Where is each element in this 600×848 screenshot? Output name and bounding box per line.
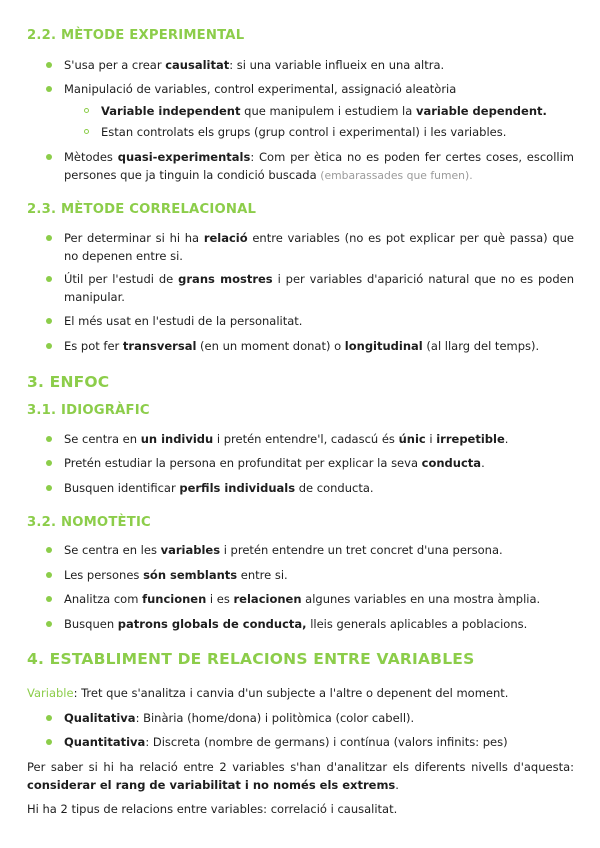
section-4-list — [27, 733, 600, 751]
variable-definition: Variable: Tret que s'analitza i canvia d'un subjecte a l'altre o depenent del moment. — [27, 686, 509, 700]
section-3-2-list — [27, 541, 600, 559]
list-item: Per determinar si hi ha relació entre variables (no es pot explicar per què passa) que no depenen entre si. — [27, 229, 600, 265]
section-3-1-list — [27, 430, 600, 448]
section-3-1-list — [27, 479, 600, 497]
section-3-1-list — [27, 454, 600, 472]
section-3-2-list — [27, 566, 600, 584]
section-3-2-title: 3.2. NOMOTÈTIC — [27, 515, 151, 530]
section-3-1-title: 3.1. IDIOGRÀFIC — [27, 403, 150, 418]
list-item: Busquen patrons globals de conducta, lleis generals aplicables a poblacions. — [27, 615, 600, 633]
sub-list-item: Variable independent que manipulem i estudiem la variable dependent. — [27, 102, 600, 120]
section-2-2-list — [27, 148, 600, 185]
list-item: Se centra en les variables i pretén entendre un tret concret d'una persona. — [27, 541, 600, 559]
sub-list-item: Estan controlats els grups (grup control i experimental) i les variables. — [27, 123, 600, 141]
section-2-2-title: 2.2. MÈTODE EXPERIMENTAL — [27, 28, 245, 43]
list-item: Busquen identificar perfils individuals de conducta. — [27, 479, 600, 497]
section-2-3-title: 2.3. MÈTODE CORRELACIONAL — [27, 202, 257, 217]
section-2-2-list — [27, 56, 600, 74]
section-2-2-list — [27, 80, 600, 98]
section-3-2-list — [27, 590, 600, 608]
section-3-title: 3. ENFOC — [27, 373, 110, 391]
list-item: Qualitativa: Binària (home/dona) i politòmica (color cabell). — [27, 709, 600, 727]
list-item: Se centra en un individu i pretén entendre'l, cadascú és únic i irrepetible. — [27, 430, 600, 448]
section-4-title: 4. ESTABLIMENT DE RELACIONS ENTRE VARIABLES — [27, 650, 475, 668]
paragraph: Per saber si hi ha relació entre 2 variables s'han d'analitzar els diferents nivells d'aquesta: considerar el rang de variabilitat i no només els extrems. — [27, 760, 574, 792]
section-4-list — [27, 709, 600, 727]
section-2-3-list — [27, 229, 600, 265]
section-3-2-list — [27, 615, 600, 633]
paragraph: Hi ha 2 tipus de relacions entre variables: correlació i causalitat. — [27, 802, 398, 816]
section-2-2-sublist — [27, 102, 600, 120]
list-item: Útil per l'estudi de grans mostres i per variables d'aparició natural que no es poden manipular. — [27, 270, 600, 306]
list-item: Mètodes quasi-experimentals: Com per ètica no es poden fer certes coses, escollim persones que ja tinguin la condició buscada (embarassades que fumen). — [27, 148, 600, 185]
section-2-3-list — [27, 337, 600, 355]
section-2-3-list — [27, 312, 600, 330]
list-item: S'usa per a crear causalitat: si una variable influeix en una altra. — [27, 56, 600, 74]
list-item: Es pot fer transversal (en un moment donat) o longitudinal (al llarg del temps). — [27, 337, 600, 355]
section-2-3-list — [27, 270, 600, 306]
list-item: El més usat en l'estudi de la personalitat. — [27, 312, 600, 330]
list-item: Quantitativa: Discreta (nombre de germans) i contínua (valors infinits: pes) — [27, 733, 600, 751]
list-item: Les persones són semblants entre si. — [27, 566, 600, 584]
list-item: Pretén estudiar la persona en profunditat per explicar la seva conducta. — [27, 454, 600, 472]
section-2-2-sublist — [27, 123, 600, 141]
list-item: Analitza com funcionen i es relacionen algunes variables en una mostra àmplia. — [27, 590, 600, 608]
list-item: Manipulació de variables, control experimental, assignació aleatòria — [27, 80, 600, 98]
